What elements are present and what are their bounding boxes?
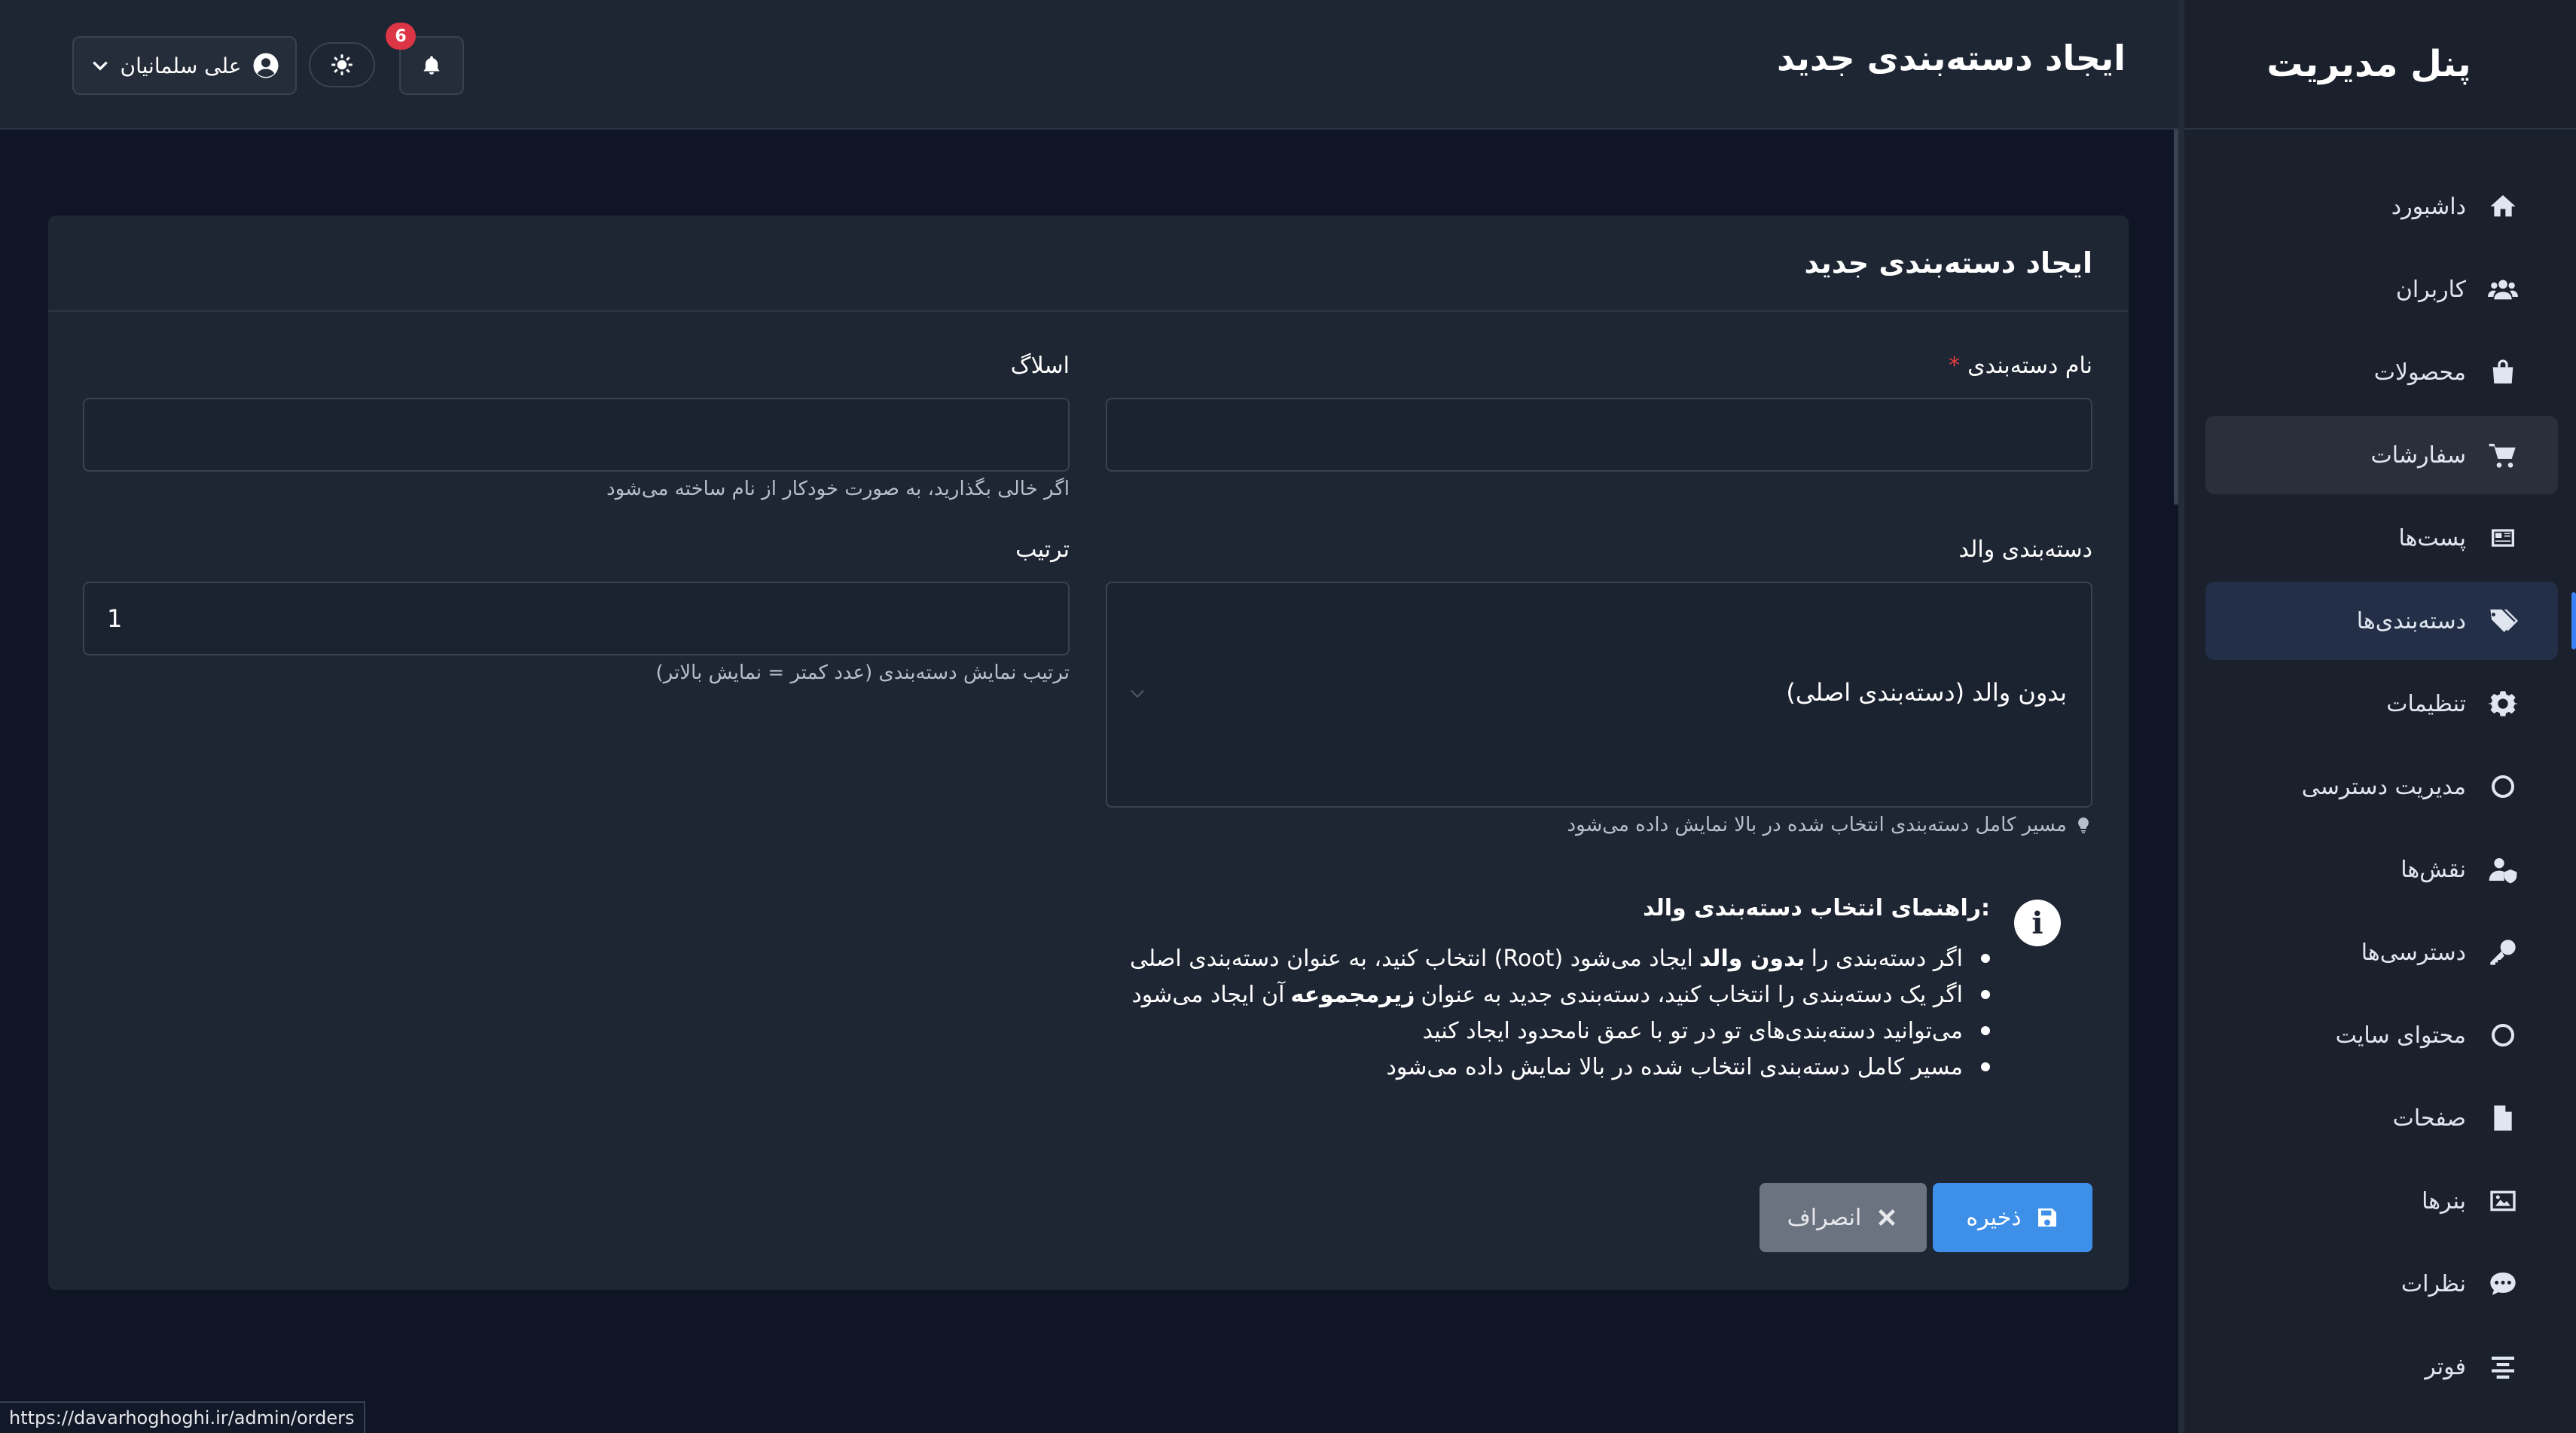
sidebar-item-label: دسترسی‌ها — [2361, 939, 2466, 966]
topbar — [0, 0, 2178, 130]
parent-help-text: مسیر کامل دسته‌بندی انتخاب شده در بالا نمایش داده می‌شود — [1567, 814, 2067, 836]
sidebar-item-label: صفحات — [2392, 1105, 2466, 1132]
sidebar-item-settings[interactable] — [2205, 665, 2558, 743]
sidebar-item-products[interactable] — [2205, 333, 2558, 411]
slug-input[interactable] — [83, 398, 1070, 472]
file-icon — [2486, 1101, 2520, 1135]
bullet — [1981, 954, 1990, 963]
newspaper-icon — [2486, 521, 2520, 555]
sidebar-item-users[interactable] — [2205, 250, 2558, 328]
order-help: ترتیب نمایش دسته‌بندی (عدد کمتر = نمایش بالاتر) — [655, 662, 1070, 684]
circle-icon — [2486, 1018, 2520, 1053]
gear-icon — [2486, 686, 2520, 721]
sidebar-item-label: مدیریت دسترسی — [2301, 773, 2466, 800]
guide-item — [860, 976, 1990, 1013]
guide-item-text: می‌توانید دسته‌بندی‌های تو در تو با عمق نامحدود ایجاد کنید — [1422, 1017, 1963, 1044]
order-input[interactable]: 1 — [83, 582, 1070, 655]
guide-item-text: انتخاب کنید، به عنوان دسته‌بندی اصلی (Root) ایجاد می‌شود — [1129, 945, 1693, 972]
slug-label: اسلاگ — [1010, 353, 1070, 379]
theme-toggle-button[interactable] — [309, 42, 375, 87]
guide-title: راهنمای انتخاب دسته‌بندی والد: — [1643, 895, 1990, 921]
guide-item-bold: بدون والد — [1699, 945, 1805, 972]
tags-icon — [2486, 603, 2520, 638]
key-icon — [2486, 935, 2520, 970]
bell-icon — [420, 54, 443, 77]
sidebar — [2178, 0, 2576, 1433]
sidebar-item-label: داشبورد — [2391, 193, 2466, 220]
parent-help — [1567, 814, 2092, 836]
sidebar-item-dashboard[interactable] — [2205, 167, 2558, 246]
info-icon: i — [2014, 900, 2061, 946]
sidebar-item-orders[interactable] — [2205, 416, 2558, 494]
status-url: https://davarhoghoghi.ir/admin/orders — [0, 1401, 365, 1433]
user-avatar-icon — [252, 52, 279, 79]
guide-item — [860, 940, 1990, 976]
parent-category-label: دسته‌بندی والد — [1958, 536, 2092, 563]
image-icon — [2486, 1184, 2520, 1218]
guide-item-text: آن ایجاد می‌شود — [1131, 981, 1285, 1008]
save-button[interactable] — [1933, 1183, 2092, 1252]
user-menu-button[interactable] — [72, 36, 297, 95]
chevron-down-icon — [1127, 683, 1148, 704]
lightbulb-icon — [2074, 816, 2092, 834]
guide-list — [860, 940, 1990, 1085]
align-icon — [2486, 1349, 2520, 1384]
guide-item-text: اگر دسته‌بندی را — [1811, 945, 1963, 972]
notification-badge: 6 — [386, 23, 416, 50]
order-label: ترتیب — [1015, 536, 1070, 563]
slug-help: اگر خالی بگذارید، به صورت خودکار از نام ساخته می‌شود — [606, 478, 1070, 500]
sidebar-item-label: تنظیمات — [2386, 690, 2466, 717]
user-name: علی سلمانیان — [120, 53, 242, 78]
sidebar-item-label: محتوای سایت — [2335, 1022, 2466, 1049]
sidebar-item-categories[interactable] — [2205, 582, 2558, 660]
home-icon — [2486, 189, 2520, 224]
brand-title: پنل مدیریت — [2266, 43, 2471, 85]
guide-item-text: اگر یک دسته‌بندی را انتخاب کنید، دسته‌بندی جدید به عنوان — [1421, 981, 1963, 1008]
sidebar-item-banners[interactable] — [2205, 1162, 2558, 1240]
user-shield-icon — [2486, 852, 2520, 887]
guide-item-text: مسیر کامل دسته‌بندی انتخاب شده در بالا نمایش داده می‌شود — [1386, 1053, 1963, 1080]
card-header — [48, 215, 2129, 312]
sidebar-item-label: نقش‌ها — [2401, 856, 2466, 883]
guide-item — [860, 1013, 1990, 1049]
sidebar-nav — [2184, 130, 2576, 1406]
sun-icon — [331, 53, 353, 76]
parent-category-select[interactable] — [1106, 582, 2092, 808]
comment-icon — [2486, 1266, 2520, 1301]
sidebar-item-label: فوتر — [2425, 1353, 2466, 1380]
sidebar-item-label: پست‌ها — [2398, 524, 2466, 552]
brand — [2184, 0, 2576, 130]
chevron-down-icon — [90, 56, 110, 75]
guide-item-bold: زیرمجموعه — [1290, 981, 1415, 1008]
sidebar-item-label: نظرات — [2401, 1270, 2466, 1297]
sidebar-item-label: کاربران — [2395, 276, 2466, 303]
page-title: ایجاد دسته‌بندی جدید — [1777, 38, 2126, 78]
sidebar-item-label: سفارشات — [2370, 442, 2466, 469]
floppy-disk-icon — [2035, 1205, 2059, 1230]
shopping-bag-icon — [2486, 355, 2520, 390]
cancel-button[interactable] — [1760, 1183, 1927, 1252]
save-button-label: ذخیره — [1966, 1204, 2022, 1231]
category-name-label — [1949, 353, 2092, 379]
required-mark: * — [1949, 353, 1961, 379]
cart-icon — [2486, 438, 2520, 472]
sidebar-item-roles[interactable] — [2205, 830, 2558, 909]
circle-icon — [2486, 769, 2520, 804]
category-name-input[interactable] — [1106, 398, 2092, 472]
bullet — [1981, 1026, 1990, 1035]
sidebar-item-permissions[interactable] — [2205, 913, 2558, 991]
card-title: ایجاد دسته‌بندی جدید — [1804, 246, 2092, 280]
create-category-card — [48, 215, 2129, 1290]
sidebar-item-pages[interactable] — [2205, 1079, 2558, 1157]
sidebar-item-site-content[interactable] — [2205, 996, 2558, 1074]
category-name-label-text: نام دسته‌بندی — [1967, 353, 2092, 379]
users-icon — [2486, 272, 2520, 307]
sidebar-item-comments[interactable] — [2205, 1245, 2558, 1323]
sidebar-item-footer[interactable] — [2205, 1328, 2558, 1406]
close-icon — [1875, 1205, 1899, 1230]
sidebar-item-posts[interactable] — [2205, 499, 2558, 577]
bullet — [1981, 990, 1990, 999]
guide-item — [860, 1049, 1990, 1085]
cancel-button-label: انصراف — [1787, 1204, 1862, 1231]
sidebar-item-label: محصولات — [2373, 359, 2466, 386]
sidebar-item-label: دسته‌بندی‌ها — [2356, 607, 2466, 634]
parent-category-value: بدون والد (دسته‌بندی اصلی) — [1786, 678, 2067, 707]
bullet — [1981, 1062, 1990, 1071]
sidebar-item-access-management[interactable] — [2205, 747, 2558, 826]
sidebar-item-label: بنرها — [2422, 1187, 2466, 1215]
